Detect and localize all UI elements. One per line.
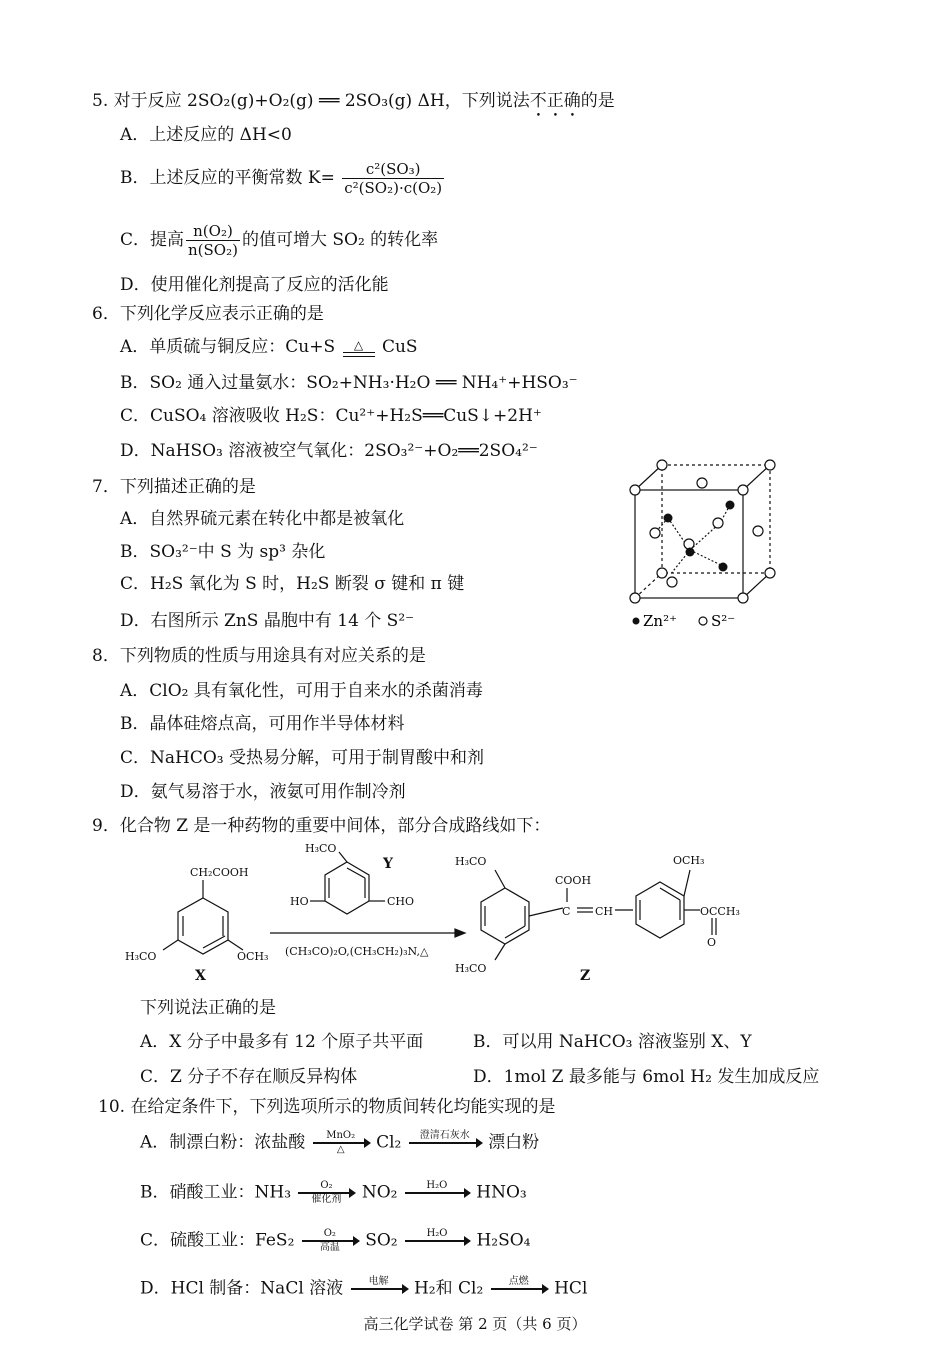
q10-option-c (140, 1228, 530, 1254)
reaction-arrow (405, 1228, 469, 1254)
arrow-condition-top: O₂ (323, 1228, 336, 1239)
y-methoxy: H₃CO (305, 842, 337, 855)
q5-stem-text: 对于反应 2SO₂(g)+O₂(g) ══ 2SO₃(g) ΔH，下列说法 (113, 91, 530, 111)
q10-b-start: B．硝酸工业：NH₃ (140, 1182, 292, 1203)
q5-option-b (120, 160, 446, 197)
q5-option-c-prefix: C．提高 (120, 230, 185, 250)
arrow-condition-top: MnO₂ (326, 1130, 356, 1141)
equilibrium-constant-fraction (342, 160, 444, 197)
q9-sub-stem: 下列说法正确的是 (140, 998, 276, 1018)
q8-option-c: C．NaHCO₃ 受热易分解，可用于制胃酸中和剂 (120, 748, 485, 768)
arrow-condition-bottom: △ (336, 1144, 345, 1155)
q7-option-c: C．H₂S 氧化为 S 时，H₂S 断裂 σ 键和 π 键 (120, 574, 465, 594)
heat-condition-equals (343, 339, 375, 357)
y-hydroxy: HO (290, 895, 309, 908)
q5-option-a: A．上述反应的 ΔH<0 (120, 125, 292, 145)
q5-option-c (120, 222, 438, 259)
reaction-arrow (298, 1180, 354, 1206)
q5-option-c-suffix: 的值可增大 SO₂ 的转化率 (241, 230, 439, 250)
q10-b-mid: NO₂ (361, 1182, 398, 1203)
q10-d-start: D．HCl 制备：NaCl 溶液 (140, 1278, 344, 1299)
arrow-condition-top: 澄清石灰水 (419, 1130, 470, 1141)
arrow-condition-top: O₂ (320, 1180, 333, 1191)
q6-option-a (120, 336, 418, 358)
q10-d-end: HCl (554, 1278, 588, 1299)
legend-zn: Zn²⁺ (643, 612, 678, 630)
q9-option-c: C．Z 分子不存在顺反异构体 (140, 1067, 358, 1087)
arrow-condition-top: 电解 (368, 1276, 389, 1287)
reaction-arrow (405, 1180, 469, 1206)
q10-a-mid: Cl₂ (376, 1132, 402, 1153)
q5-option-b-prefix: B．上述反应的平衡常数 K= (120, 168, 335, 188)
q10-c-mid: SO₂ (365, 1230, 398, 1251)
arrow-condition-top: H₂O (426, 1180, 448, 1191)
z-acetoxy: OCCH₃ (700, 905, 740, 918)
q7-stem: 7．下列描述正确的是 (92, 477, 256, 497)
q6-option-b: B．SO₂ 通入过量氨水：SO₂+NH₃·H₂O ══ NH₄⁺+HSO₃⁻ (120, 373, 578, 393)
q8-stem: 8．下列物质的性质与用途具有对应关系的是 (92, 646, 426, 666)
arrow-condition-bottom: 催化剂 (311, 1194, 342, 1205)
reaction-arrow (313, 1130, 369, 1156)
synthesis-route-diagram (115, 840, 775, 1000)
z-alkene-ch: CH (595, 905, 614, 918)
q10-a-end: 漂白粉 (488, 1132, 540, 1153)
reaction-conditions: (CH₃CO)₂O,(CH₃CH₂)₃N,△ (285, 945, 429, 958)
q5-stem-end: 的是 (580, 91, 615, 111)
x-carboxymethyl: CH₂COOH (190, 866, 249, 879)
z-alkene-carbon: C (562, 905, 571, 918)
arrow-condition-bottom: 高温 (319, 1242, 340, 1253)
q6-option-d: D．NaHSO₃ 溶液被空气氧化：2SO₃²⁻+O₂══2SO₄²⁻ (120, 441, 538, 461)
q10-a-start: A．制漂白粉：浓盐酸 (140, 1132, 306, 1153)
heat-symbol: △ (353, 337, 364, 352)
q10-c-start: C．硫酸工业：FeS₂ (140, 1230, 295, 1251)
q10-option-a (140, 1130, 539, 1156)
q6-stem: 6．下列化学反应表示正确的是 (92, 304, 324, 324)
q6-option-a-prefix: A．单质硫与铜反应：Cu+S (120, 337, 336, 357)
q9-option-d: D．1mol Z 最多能与 6mol H₂ 发生加成反应 (473, 1067, 820, 1087)
fraction-numerator: c²(SO₃) (342, 160, 444, 179)
q7-option-d: D．右图所示 ZnS 晶胞中有 14 个 S²⁻ (120, 611, 415, 631)
q10-d-mid: H₂和 Cl₂ (413, 1278, 484, 1299)
fraction-denominator: n(SO₂) (188, 241, 238, 259)
z-methoxy-top: H₃CO (455, 855, 487, 868)
q6-option-a-suffix: CuS (381, 337, 418, 357)
q9-option-a: A．X 分子中最多有 12 个原子共平面 (140, 1032, 424, 1052)
x-label: X (195, 968, 206, 984)
x-methoxy-left: H₃CO (125, 950, 157, 963)
q7-option-b: B．SO₃²⁻中 S 为 sp³ 杂化 (120, 542, 326, 562)
zns-unit-cell-diagram (620, 455, 790, 640)
z-label: Z (580, 968, 591, 984)
reaction-arrow (491, 1276, 547, 1302)
q10-c-end: H₂SO₄ (476, 1230, 531, 1251)
page-footer: 高三化学试卷 第 2 页（共 6 页） (363, 1315, 587, 1333)
legend-s: S²⁻ (711, 612, 736, 630)
x-methoxy-right: OCH₃ (237, 950, 269, 963)
q5-stem (92, 90, 615, 121)
q8-option-b: B．晶体硅熔点高，可用作半导体材料 (120, 714, 405, 734)
q5-stem-emphasis: 不正确 (529, 91, 581, 111)
q8-option-a: A．ClO₂ 具有氧化性，可用于自来水的杀菌消毒 (120, 681, 483, 701)
q9-stem: 9．化合物 Z 是一种药物的重要中间体，部分合成路线如下： (92, 816, 551, 836)
mole-ratio-fraction (186, 222, 240, 259)
arrow-condition-top: 点燃 (508, 1276, 529, 1287)
q10-stem: 10. 在给定条件下，下列选项所示的物质间转化均能实现的是 (98, 1097, 556, 1117)
reaction-arrow (351, 1276, 407, 1302)
y-label: Y (383, 856, 393, 872)
z-methoxy-right: OCH₃ (673, 854, 705, 867)
q10-b-end: HNO₃ (476, 1182, 527, 1203)
q10-option-b (140, 1180, 527, 1206)
arrow-condition-top: H₂O (426, 1228, 448, 1239)
y-aldehyde: CHO (387, 895, 415, 908)
q8-option-d: D．氨气易溶于水，液氨可用作制冷剂 (120, 782, 406, 802)
q9-option-b: B．可以用 NaHCO₃ 溶液鉴别 X、Y (473, 1032, 752, 1052)
z-carboxyl: COOH (555, 874, 592, 887)
q5-stem-number: 5. (92, 91, 109, 111)
z-methoxy-bottom: H₃CO (455, 962, 487, 975)
reaction-arrow (409, 1130, 481, 1156)
double-bar (343, 352, 375, 357)
q6-option-c: C．CuSO₄ 溶液吸收 H₂S：Cu²⁺+H₂S══CuS↓+2H⁺ (120, 406, 542, 426)
fraction-denominator: c²(SO₂)·c(O₂) (344, 179, 443, 197)
q5-option-d: D．使用催化剂提高了反应的活化能 (120, 275, 389, 295)
q10-option-d (140, 1276, 587, 1302)
q7-option-a: A．自然界硫元素在转化中都是被氧化 (120, 509, 405, 529)
reaction-arrow (302, 1228, 358, 1254)
z-carbonyl-oxygen: O (707, 936, 717, 949)
fraction-numerator: n(O₂) (186, 222, 240, 241)
